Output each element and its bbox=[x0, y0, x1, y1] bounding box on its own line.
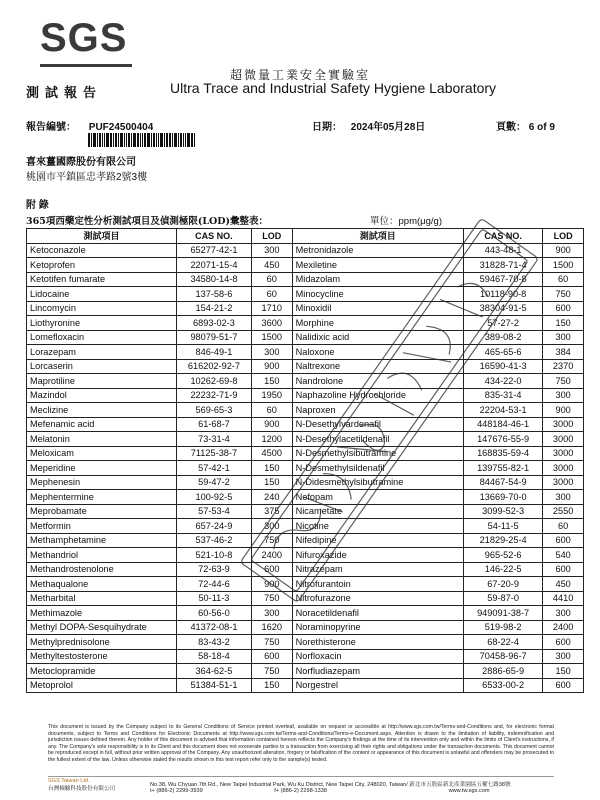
cell-cas-1: 6893-02-3 bbox=[176, 316, 251, 331]
table-row bbox=[27, 678, 584, 693]
cell-lod-2: 2370 bbox=[543, 359, 584, 374]
cell-cas-1: 154-21-2 bbox=[176, 301, 251, 316]
unit-label: 單位：ppm(μg/g) bbox=[370, 216, 442, 227]
table-row bbox=[27, 504, 584, 519]
cell-lod-1: 300 bbox=[251, 606, 292, 621]
cell-cas-2: 3099-52-3 bbox=[464, 504, 543, 519]
cell-item-1: Methandriol bbox=[27, 548, 177, 563]
footer-company-en: SGS Taiwan Ltd. bbox=[48, 778, 90, 784]
cell-lod-1: 300 bbox=[251, 345, 292, 360]
table-row bbox=[27, 548, 584, 563]
cell-lod-1: 900 bbox=[251, 359, 292, 374]
cell-cas-1: 569-65-3 bbox=[176, 403, 251, 418]
cell-lod-1: 1950 bbox=[251, 388, 292, 403]
cell-cas-2: 10118-90-8 bbox=[464, 287, 543, 302]
legal-disclaimer: This document is issued by the Company subject to its General Conditions of Service printed overleaf, available on request or accessible at http://www.sgs.com.tw/Terms-and-Conditions and, for electronic format documents, subject to Terms and Conditions for Electronic Documents at http://www.sgs.com.tw/Terms-and-Conditions/Terms-e-Document.aspx. Attention is drawn to the limitation of liability, indemnification and jurisdiction issues defined therein. Any holder of this document is advised that information contained hereon reflects the Company's findings at the time of its intervention only and within the limits of Client's instructions, if any. The Company's sole responsibility is to its Client and this document does not exonerate parties to a transaction from exercising all their rights and obligations under the transaction documents. This document cannot be reproduced except in full, without prior written approval of the Company. Any unauthorized alteration, forgery or falsification of the content or appearance of this document is unlawful and offenders may be prosecuted to the fullest extent of the law. Unless otherwise stated the results shown in this test report refer only to the sample(s) tested. bbox=[48, 724, 554, 763]
cell-item-1: Maprotiline bbox=[27, 374, 177, 389]
cell-cas-1: 72-44-6 bbox=[176, 577, 251, 592]
cell-item-2: Mexiletine bbox=[292, 258, 463, 273]
table-body bbox=[27, 243, 584, 693]
cell-cas-2: 59-87-0 bbox=[464, 591, 543, 606]
table-row bbox=[27, 330, 584, 345]
cell-cas-2: 949091-38-7 bbox=[464, 606, 543, 621]
cell-cas-2: 443-48-1 bbox=[464, 243, 543, 258]
cell-cas-1: 71125-38-7 bbox=[176, 446, 251, 461]
cell-item-2: N-Desethylvardenafil bbox=[292, 417, 463, 432]
page-number bbox=[496, 118, 555, 133]
cell-item-1: Metoprolol bbox=[27, 678, 177, 693]
cell-lod-2: 750 bbox=[543, 287, 584, 302]
cell-lod-1: 1500 bbox=[251, 330, 292, 345]
table-row bbox=[27, 461, 584, 476]
cell-cas-1: 41372-08-1 bbox=[176, 620, 251, 635]
cell-lod-1: 750 bbox=[251, 664, 292, 679]
cell-cas-2: 139755-82-1 bbox=[464, 461, 543, 476]
report-label: 測試報告 bbox=[26, 86, 103, 101]
report-date bbox=[312, 118, 425, 133]
cell-item-2: Minocycline bbox=[292, 287, 463, 302]
cell-lod-1: 375 bbox=[251, 504, 292, 519]
cell-item-1: Mephentermine bbox=[27, 490, 177, 505]
cell-item-2: Noraminopyrine bbox=[292, 620, 463, 635]
cell-item-1: Meperidine bbox=[27, 461, 177, 476]
cell-item-2: Nalidixic acid bbox=[292, 330, 463, 345]
date-value: 2024年05月28日 bbox=[350, 122, 426, 133]
cell-cas-2: 448184-46-1 bbox=[464, 417, 543, 432]
cell-lod-2: 2400 bbox=[543, 620, 584, 635]
cell-cas-1: 73-31-4 bbox=[176, 432, 251, 447]
logo-text: SGS bbox=[40, 16, 128, 60]
cell-item-1: Mephenesin bbox=[27, 475, 177, 490]
cell-cas-1: 57-53-4 bbox=[176, 504, 251, 519]
cell-cas-2: 168835-59-4 bbox=[464, 446, 543, 461]
cell-item-1: Meloxicam bbox=[27, 446, 177, 461]
cell-item-2: Naltrexone bbox=[292, 359, 463, 374]
col-header-cas-2: CAS NO. bbox=[464, 229, 543, 244]
cell-lod-1: 300 bbox=[251, 519, 292, 534]
cell-cas-1: 100-92-5 bbox=[176, 490, 251, 505]
cell-item-2: Nicametate bbox=[292, 504, 463, 519]
cell-item-2: Nifedipine bbox=[292, 533, 463, 548]
cell-lod-2: 2550 bbox=[543, 504, 584, 519]
table-title: 365項西藥定性分析測試項目及偵測極限(LOD)彙整表： bbox=[26, 216, 269, 227]
cell-item-2: N-Desethylacetildenafil bbox=[292, 432, 463, 447]
cell-cas-2: 21829-25-4 bbox=[464, 533, 543, 548]
cell-cas-1: 846-49-1 bbox=[176, 345, 251, 360]
cell-cas-2: 434-22-0 bbox=[464, 374, 543, 389]
table-row bbox=[27, 301, 584, 316]
cell-cas-1: 98079-51-7 bbox=[176, 330, 251, 345]
table-row bbox=[27, 359, 584, 374]
cell-lod-1: 750 bbox=[251, 533, 292, 548]
cell-cas-2: 70458-96-7 bbox=[464, 649, 543, 664]
cell-lod-1: 2400 bbox=[251, 548, 292, 563]
page-label: 頁數： bbox=[496, 122, 526, 133]
cell-cas-2: 84467-54-9 bbox=[464, 475, 543, 490]
cell-lod-2: 60 bbox=[543, 272, 584, 287]
cell-lod-1: 600 bbox=[251, 562, 292, 577]
cell-item-2: Nitrazepam bbox=[292, 562, 463, 577]
table-row bbox=[27, 272, 584, 287]
table-row bbox=[27, 475, 584, 490]
cell-lod-1: 60 bbox=[251, 403, 292, 418]
footer-web[interactable]: www.tw.sgs.com bbox=[448, 788, 490, 794]
cell-lod-2: 600 bbox=[543, 635, 584, 650]
cell-lod-2: 300 bbox=[543, 606, 584, 621]
cell-item-2: Nefopam bbox=[292, 490, 463, 505]
sgs-logo bbox=[40, 16, 132, 64]
cell-lod-1: 150 bbox=[251, 374, 292, 389]
cell-item-1: Mefenamic acid bbox=[27, 417, 177, 432]
cell-item-2: Noracetildenafil bbox=[292, 606, 463, 621]
cell-cas-1: 657-24-9 bbox=[176, 519, 251, 534]
cell-lod-2: 3000 bbox=[543, 475, 584, 490]
cell-lod-1: 60 bbox=[251, 272, 292, 287]
cell-cas-2: 389-08-2 bbox=[464, 330, 543, 345]
cell-item-1: Lorcaserin bbox=[27, 359, 177, 374]
cell-lod-2: 3000 bbox=[543, 432, 584, 447]
report-number bbox=[26, 118, 153, 133]
cell-item-1: Melatonin bbox=[27, 432, 177, 447]
table-row bbox=[27, 562, 584, 577]
footer-contacts bbox=[150, 788, 511, 794]
cell-item-1: Ketoprofen bbox=[27, 258, 177, 273]
cell-item-1: Ketotifen fumarate bbox=[27, 272, 177, 287]
cell-item-1: Methyltestosterone bbox=[27, 649, 177, 664]
results-table bbox=[26, 228, 584, 693]
cell-cas-1: 83-43-2 bbox=[176, 635, 251, 650]
cell-item-1: Lorazepam bbox=[27, 345, 177, 360]
table-row bbox=[27, 258, 584, 273]
cell-cas-1: 57-42-1 bbox=[176, 461, 251, 476]
cell-cas-2: 57-27-2 bbox=[464, 316, 543, 331]
cell-lod-1: 600 bbox=[251, 649, 292, 664]
cell-cas-2: 147676-55-9 bbox=[464, 432, 543, 447]
cell-cas-2: 16590-41-3 bbox=[464, 359, 543, 374]
cell-item-1: Lincomycin bbox=[27, 301, 177, 316]
cell-item-1: Metharbital bbox=[27, 591, 177, 606]
barcode bbox=[88, 133, 228, 147]
col-header-lod-2: LOD bbox=[543, 229, 584, 244]
cell-cas-1: 59-47-2 bbox=[176, 475, 251, 490]
client-address: 桃園市平鎮區忠孝路2號3樓 bbox=[26, 172, 148, 183]
cell-cas-1: 65277-42-1 bbox=[176, 243, 251, 258]
cell-cas-2: 67-20-9 bbox=[464, 577, 543, 592]
cell-lod-2: 3000 bbox=[543, 461, 584, 476]
cell-cas-2: 68-22-4 bbox=[464, 635, 543, 650]
col-header-lod-1: LOD bbox=[251, 229, 292, 244]
cell-lod-2: 3000 bbox=[543, 417, 584, 432]
cell-item-2: Norgestrel bbox=[292, 678, 463, 693]
cell-cas-2: 13669-70-0 bbox=[464, 490, 543, 505]
footer-address-block bbox=[150, 780, 511, 794]
cell-cas-1: 61-68-7 bbox=[176, 417, 251, 432]
footer-divider bbox=[48, 776, 554, 777]
date-label: 日期： bbox=[312, 122, 342, 133]
cell-item-2: N-Desmethylsibutramine bbox=[292, 446, 463, 461]
table-row bbox=[27, 432, 584, 447]
table-row bbox=[27, 635, 584, 650]
cell-item-2: Norfludiazepam bbox=[292, 664, 463, 679]
cell-lod-2: 1500 bbox=[543, 258, 584, 273]
cell-item-2: Nifuroxazide bbox=[292, 548, 463, 563]
cell-cas-1: 34580-14-8 bbox=[176, 272, 251, 287]
cell-item-1: Liothyronine bbox=[27, 316, 177, 331]
table-row bbox=[27, 388, 584, 403]
cell-lod-1: 900 bbox=[251, 577, 292, 592]
client-company: 喜來薑國際股份有限公司 bbox=[26, 157, 136, 168]
cell-lod-2: 4410 bbox=[543, 591, 584, 606]
cell-item-1: Methyl DOPA-Sesquihydrate bbox=[27, 620, 177, 635]
cell-item-2: Morphine bbox=[292, 316, 463, 331]
cell-lod-2: 900 bbox=[543, 243, 584, 258]
cell-lod-2: 600 bbox=[543, 562, 584, 577]
cell-item-1: Methandrostenolone bbox=[27, 562, 177, 577]
cell-item-1: Lomefloxacin bbox=[27, 330, 177, 345]
cell-item-1: Mazindol bbox=[27, 388, 177, 403]
cell-lod-2: 60 bbox=[543, 519, 584, 534]
cell-cas-1: 364-62-5 bbox=[176, 664, 251, 679]
cell-lod-1: 4500 bbox=[251, 446, 292, 461]
cell-lod-2: 300 bbox=[543, 330, 584, 345]
cell-cas-1: 22232-71-9 bbox=[176, 388, 251, 403]
cell-lod-2: 600 bbox=[543, 678, 584, 693]
col-header-item-2: 測試項目 bbox=[292, 229, 463, 244]
cell-lod-2: 3000 bbox=[543, 446, 584, 461]
cell-cas-2: 465-65-6 bbox=[464, 345, 543, 360]
cell-cas-2: 59467-70-8 bbox=[464, 272, 543, 287]
cell-lod-1: 300 bbox=[251, 243, 292, 258]
cell-lod-1: 750 bbox=[251, 591, 292, 606]
table-row bbox=[27, 490, 584, 505]
cell-lod-1: 150 bbox=[251, 475, 292, 490]
cell-cas-1: 51384-51-1 bbox=[176, 678, 251, 693]
cell-item-2: Nandrolone bbox=[292, 374, 463, 389]
cell-lod-2: 600 bbox=[543, 301, 584, 316]
cell-cas-2: 31828-71-4 bbox=[464, 258, 543, 273]
footer-fax: f+ (886-2) 2298-1338 bbox=[274, 788, 327, 794]
cell-item-2: Minoxidil bbox=[292, 301, 463, 316]
cell-cas-2: 54-11-5 bbox=[464, 519, 543, 534]
cell-item-1: Methimazole bbox=[27, 606, 177, 621]
cell-lod-1: 900 bbox=[251, 417, 292, 432]
cell-cas-1: 521-10-8 bbox=[176, 548, 251, 563]
table-row bbox=[27, 287, 584, 302]
page-value: 6 of 9 bbox=[528, 122, 555, 133]
cell-lod-1: 1200 bbox=[251, 432, 292, 447]
cell-lod-1: 150 bbox=[251, 461, 292, 476]
cell-cas-1: 22071-15-4 bbox=[176, 258, 251, 273]
cell-item-2: Norethisterone bbox=[292, 635, 463, 650]
cell-item-2: Nitrofurazone bbox=[292, 591, 463, 606]
cell-cas-1: 537-46-2 bbox=[176, 533, 251, 548]
cell-lod-2: 540 bbox=[543, 548, 584, 563]
footer-phone: t+ (886-2) 2299-3939 bbox=[150, 788, 203, 794]
footer-company-cn: 台灣檢驗科技股份有限公司 bbox=[48, 786, 116, 792]
cell-cas-2: 38304-91-5 bbox=[464, 301, 543, 316]
lab-name-cn: 超微量工業安全實驗室 bbox=[229, 68, 370, 82]
cell-lod-1: 450 bbox=[251, 258, 292, 273]
table-row bbox=[27, 664, 584, 679]
table-row bbox=[27, 606, 584, 621]
cell-item-1: Metformin bbox=[27, 519, 177, 534]
table-row bbox=[27, 577, 584, 592]
cell-item-1: Methamphetamine bbox=[27, 533, 177, 548]
cell-cas-1: 72-63-9 bbox=[176, 562, 251, 577]
cell-cas-2: 835-31-4 bbox=[464, 388, 543, 403]
cell-item-2: Midazolam bbox=[292, 272, 463, 287]
cell-cas-2: 6533-00-2 bbox=[464, 678, 543, 693]
cell-item-1: Methylprednisolone bbox=[27, 635, 177, 650]
cell-lod-2: 150 bbox=[543, 664, 584, 679]
cell-cas-1: 50-11-3 bbox=[176, 591, 251, 606]
cell-lod-2: 300 bbox=[543, 490, 584, 505]
footer-address: No.38, Wu Chyuan 7th Rd., New Taipei Industrial Park, Wu Ku District, New Taipei City, 248020, Taiwan/ 新北市五股區新北產業園區五權七路38號 bbox=[150, 782, 511, 788]
table-header-row bbox=[27, 229, 584, 244]
cell-item-2: N-Desmethylsildenafil bbox=[292, 461, 463, 476]
cell-cas-1: 60-56-0 bbox=[176, 606, 251, 621]
cell-item-2: N-Didesmethylsibutramine bbox=[292, 475, 463, 490]
cell-lod-1: 750 bbox=[251, 635, 292, 650]
table-row bbox=[27, 533, 584, 548]
lab-name-en: Ultra Trace and Industrial Safety Hygiene Laboratory bbox=[170, 80, 497, 96]
table-row bbox=[27, 417, 584, 432]
cell-cas-2: 519-98-2 bbox=[464, 620, 543, 635]
report-no-label: 報告編號： bbox=[26, 122, 76, 133]
cell-cas-1: 616202-92-7 bbox=[176, 359, 251, 374]
cell-item-1: Meprobamate bbox=[27, 504, 177, 519]
table-row bbox=[27, 591, 584, 606]
cell-item-2: Naphazoline Hydrochloride bbox=[292, 388, 463, 403]
cell-cas-2: 22204-53-1 bbox=[464, 403, 543, 418]
cell-cas-1: 137-58-6 bbox=[176, 287, 251, 302]
cell-item-2: Naloxone bbox=[292, 345, 463, 360]
report-no-value: PUF24500404 bbox=[88, 122, 154, 133]
cell-lod-2: 600 bbox=[543, 533, 584, 548]
cell-cas-1: 58-18-4 bbox=[176, 649, 251, 664]
cell-lod-1: 3600 bbox=[251, 316, 292, 331]
cell-lod-2: 150 bbox=[543, 316, 584, 331]
cell-lod-1: 1710 bbox=[251, 301, 292, 316]
cell-item-1: Methaqualone bbox=[27, 577, 177, 592]
col-header-cas-1: CAS NO. bbox=[176, 229, 251, 244]
cell-lod-2: 300 bbox=[543, 649, 584, 664]
table-row bbox=[27, 446, 584, 461]
cell-cas-2: 146-22-5 bbox=[464, 562, 543, 577]
cell-item-1: Metoclopramide bbox=[27, 664, 177, 679]
cell-item-2: Metronidazole bbox=[292, 243, 463, 258]
col-header-item-1: 測試項目 bbox=[27, 229, 177, 244]
cell-cas-2: 965-52-6 bbox=[464, 548, 543, 563]
table-row bbox=[27, 649, 584, 664]
table-row bbox=[27, 403, 584, 418]
cell-item-2: Norfloxacin bbox=[292, 649, 463, 664]
cell-cas-1: 10262-69-8 bbox=[176, 374, 251, 389]
cell-lod-1: 60 bbox=[251, 287, 292, 302]
cell-lod-1: 150 bbox=[251, 678, 292, 693]
cell-lod-2: 384 bbox=[543, 345, 584, 360]
table-row bbox=[27, 374, 584, 389]
table-row bbox=[27, 345, 584, 360]
cell-cas-2: 2886-65-9 bbox=[464, 664, 543, 679]
cell-item-2: Naproxen bbox=[292, 403, 463, 418]
table-row bbox=[27, 243, 584, 258]
cell-item-2: Nicotine bbox=[292, 519, 463, 534]
cell-item-1: Ketoconazole bbox=[27, 243, 177, 258]
cell-item-1: Lidocaine bbox=[27, 287, 177, 302]
cell-lod-1: 1620 bbox=[251, 620, 292, 635]
cell-lod-2: 450 bbox=[543, 577, 584, 592]
cell-lod-2: 300 bbox=[543, 388, 584, 403]
cell-item-1: Meclizine bbox=[27, 403, 177, 418]
footer-company bbox=[48, 778, 115, 792]
cell-lod-2: 750 bbox=[543, 374, 584, 389]
table-row bbox=[27, 519, 584, 534]
cell-lod-1: 240 bbox=[251, 490, 292, 505]
table-row bbox=[27, 316, 584, 331]
cell-item-2: Nitrofurantoin bbox=[292, 577, 463, 592]
table-row bbox=[27, 620, 584, 635]
cell-lod-2: 900 bbox=[543, 403, 584, 418]
appendix-label: 附 錄 bbox=[26, 200, 49, 211]
